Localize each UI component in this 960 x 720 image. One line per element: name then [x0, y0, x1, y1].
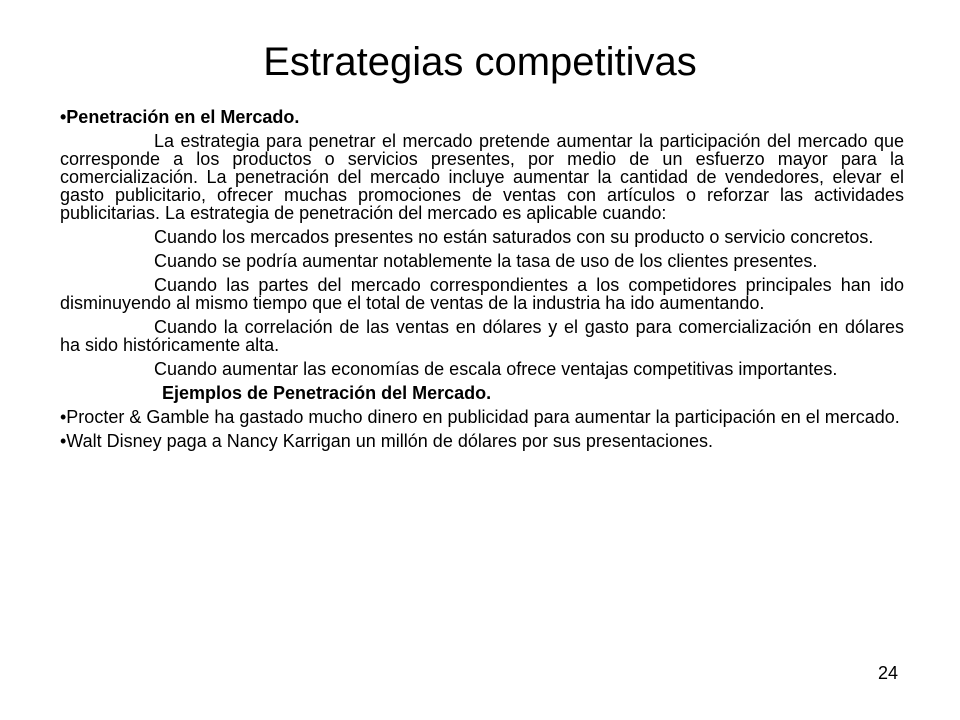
- slide-title: Estrategias competitivas: [263, 40, 697, 84]
- slide-content: [60, 108, 904, 456]
- page-number: 24: [878, 663, 899, 683]
- intro-paragraph: La estrategia para penetrar el mercado pretende aumentar la participación del mercado que corresponde a los productos o servicios presentes, por medio de un esfuerzo mayor para la comercialización. La penetración del mercado incluye aumentar la cantidad de vendedores, elevar el gasto publicitario, ofrecer muchas promociones de ventas con artículos o reforzar las actividades publicitarias. La estrategia de penetración del mercado es aplicable cuando:: [60, 131, 904, 223]
- example-item: •Procter & Gamble ha gastado mucho dinero en publicidad para aumentar la participación en el mercado.: [60, 407, 900, 427]
- example-item: •Walt Disney paga a Nancy Karrigan un millón de dólares por sus presentaciones.: [60, 431, 713, 451]
- condition-item: Cuando los mercados presentes no están saturados con su producto o servicio concretos.: [154, 227, 874, 247]
- condition-item: Cuando las partes del mercado correspondientes a los competidores principales han ido disminuyendo al mismo tiempo que el total de ventas de la industria ha ido aumentando.: [60, 275, 904, 313]
- examples-heading: Ejemplos de Penetración del Mercado.: [162, 383, 492, 403]
- condition-item: Cuando aumentar las economías de escala ofrece ventajas competitivas importantes.: [154, 359, 838, 379]
- condition-item: Cuando se podría aumentar notablemente la tasa de uso de los clientes presentes.: [154, 251, 818, 271]
- section-heading: •Penetración en el Mercado.: [60, 107, 300, 127]
- condition-item: Cuando la correlación de las ventas en dólares y el gasto para comercialización en dólares ha sido históricamente alta.: [60, 317, 904, 355]
